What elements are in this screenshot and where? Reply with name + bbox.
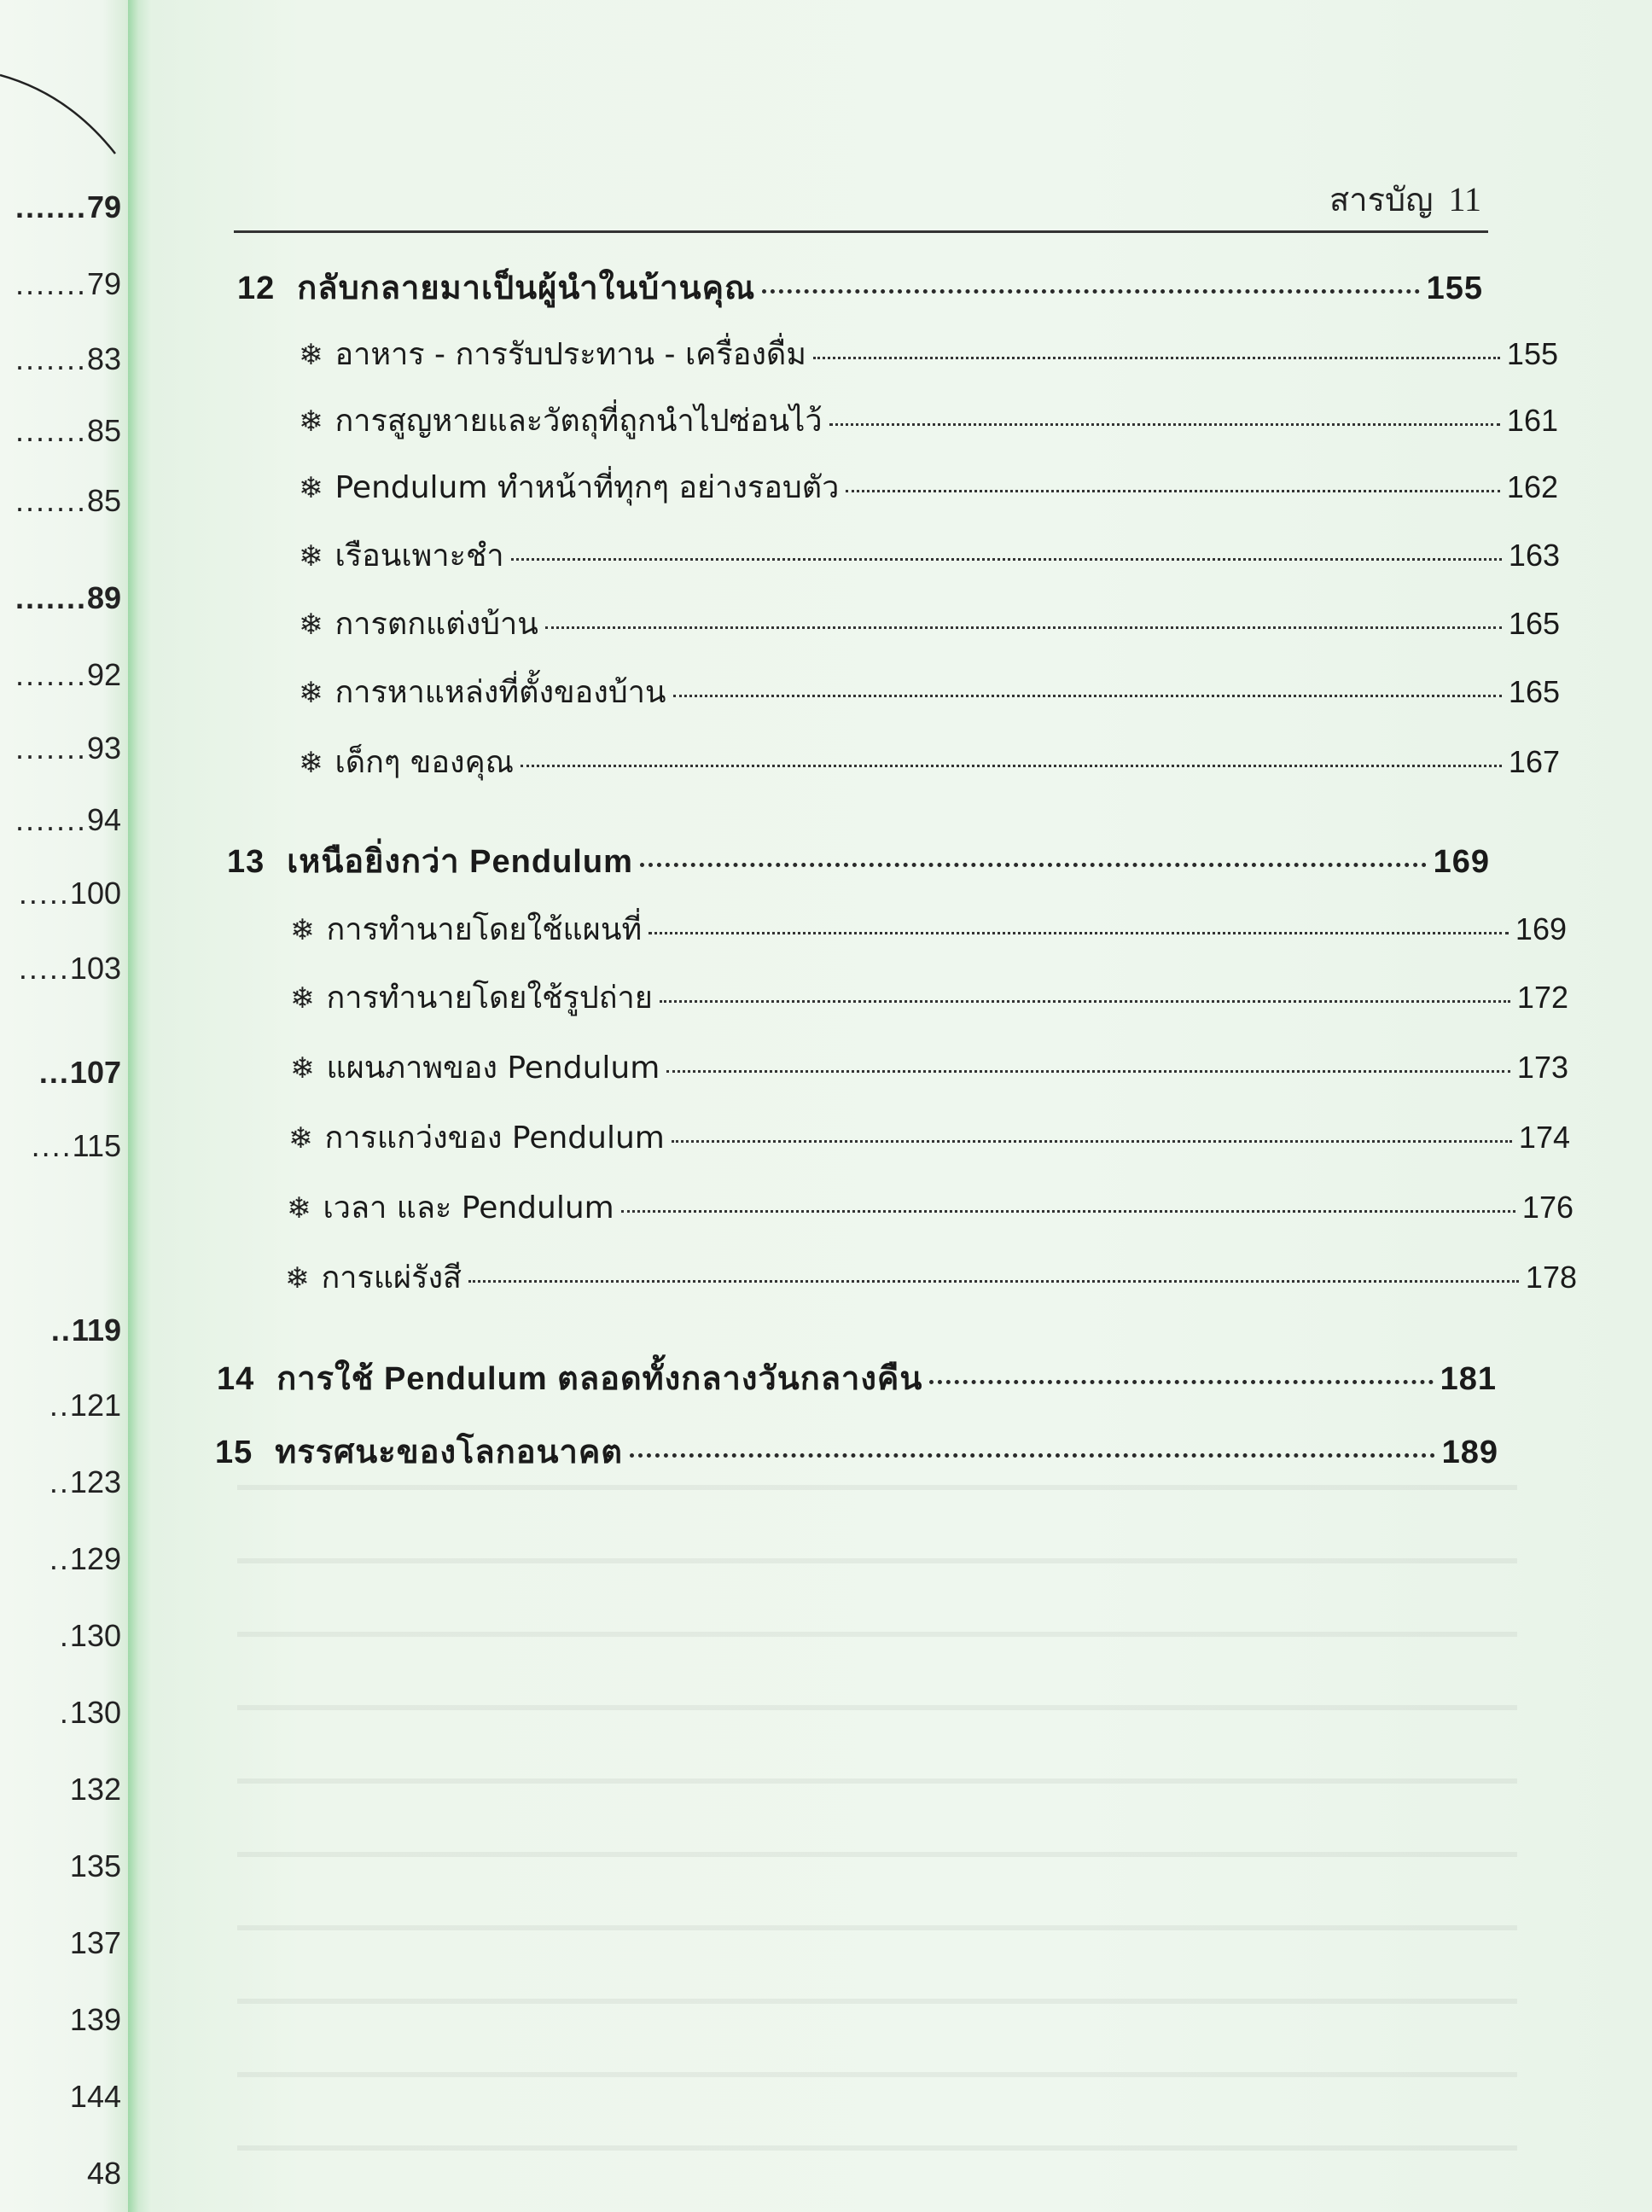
subentry-title: อาหาร - การรับประทาน - เครื่องดื่ม — [334, 337, 807, 372]
left-page-number: .......79 — [15, 189, 121, 224]
subentry-page: 178 — [1525, 1260, 1577, 1295]
subentry-page: 161 — [1506, 403, 1558, 438]
toc-chapter[interactable] — [217, 1352, 1497, 1404]
left-page-number: .....103 — [18, 951, 121, 986]
snowflake-icon: ❄ — [299, 405, 323, 439]
book-gutter — [128, 0, 152, 2212]
left-page-number: ....115 — [31, 1128, 121, 1163]
subentry-title: การตกแต่งบ้าน — [334, 607, 538, 642]
snowflake-icon: ❄ — [288, 1121, 313, 1155]
subentry-page: 173 — [1516, 1050, 1568, 1085]
show-through-text — [237, 1468, 1517, 2151]
dot-leader — [846, 490, 1500, 492]
subentry-title: การแกว่งของ Pendulum — [324, 1121, 665, 1155]
left-page-number: .130 — [59, 1618, 121, 1653]
subentry-title: แผนภาพของ Pendulum — [326, 1051, 660, 1086]
left-page-number: .......85 — [15, 413, 121, 448]
dot-leader — [640, 863, 1427, 867]
subentry-title: การสูญหายและวัตถุที่ถูกนำไปซ่อนไว้ — [334, 404, 823, 439]
left-page-number: .130 — [59, 1695, 121, 1730]
subentry-title: เรือนเพาะชำ — [334, 538, 504, 573]
chapter-title: การใช้ Pendulum ตลอดทั้งกลางวันกลางคืน — [276, 1361, 923, 1397]
subentry-title: การทำนายโดยใช้แผนที่ — [326, 912, 643, 947]
dot-leader — [762, 289, 1419, 294]
snowflake-icon: ❄ — [290, 1051, 315, 1086]
chapter-number: 15 — [215, 1435, 253, 1470]
toc-chapter[interactable] — [237, 261, 1483, 313]
toc-subentry[interactable] — [299, 329, 1558, 378]
left-page-number: ..123 — [49, 1464, 121, 1499]
dot-leader — [666, 1070, 1510, 1073]
chapter-page: 155 — [1426, 271, 1483, 306]
table-of-contents-page — [152, 0, 1652, 2212]
left-page-number: .......83 — [15, 341, 121, 376]
chapter-number: 12 — [237, 271, 276, 306]
header-text — [1329, 173, 1481, 225]
left-page-number: ...107 — [38, 1055, 121, 1090]
subentry-title: Pendulum ทำหน้าที่ทุกๆ อย่างรอบตัว — [334, 470, 840, 505]
subentry-page: 165 — [1508, 606, 1560, 641]
snowflake-icon: ❄ — [299, 539, 323, 573]
chapter-page: 181 — [1440, 1361, 1497, 1397]
toc-subentry[interactable] — [299, 396, 1558, 445]
toc-subentry[interactable] — [299, 463, 1558, 511]
left-page-number: 132 — [69, 1772, 121, 1807]
left-page-number: .....100 — [18, 876, 121, 911]
previous-page-fragment — [0, 0, 128, 2212]
subentry-page: 165 — [1508, 674, 1560, 709]
snowflake-icon: ❄ — [285, 1261, 310, 1295]
dot-leader — [545, 626, 1502, 629]
subentry-page: 163 — [1508, 538, 1560, 573]
snowflake-icon: ❄ — [299, 608, 323, 642]
dot-leader — [521, 765, 1502, 767]
running-header — [234, 179, 1488, 233]
snowflake-icon: ❄ — [299, 746, 323, 780]
left-page-number: .......92 — [15, 657, 121, 692]
snowflake-icon: ❄ — [287, 1191, 311, 1225]
left-page-number: 137 — [69, 1925, 121, 1960]
toc-subentry[interactable] — [290, 973, 1568, 1022]
toc-subentry[interactable] — [299, 531, 1560, 579]
toc-chapter[interactable] — [215, 1425, 1498, 1477]
dot-leader — [673, 695, 1502, 697]
chapter-title: เหนือยิ่งกว่า Pendulum — [287, 844, 633, 880]
left-page-number: 48 — [86, 2156, 121, 2191]
chapter-page: 189 — [1441, 1435, 1498, 1470]
dot-leader — [468, 1280, 1519, 1283]
header-title: สารบัญ — [1329, 183, 1434, 218]
toc-subentry[interactable] — [299, 599, 1560, 648]
left-page-number: ..129 — [49, 1541, 121, 1576]
dot-leader — [630, 1453, 1435, 1458]
left-page-number: ..121 — [49, 1388, 121, 1423]
toc-subentry[interactable] — [290, 905, 1567, 953]
toc-subentry[interactable] — [290, 1043, 1568, 1091]
toc-subentry[interactable] — [288, 1113, 1570, 1161]
left-page-number: .......85 — [15, 483, 121, 518]
dot-leader — [660, 1000, 1510, 1003]
subentry-page: 176 — [1521, 1190, 1573, 1225]
subentry-page: 167 — [1508, 744, 1560, 779]
left-page-number: 139 — [69, 2002, 121, 2037]
snowflake-icon: ❄ — [290, 913, 315, 947]
snowflake-icon: ❄ — [299, 676, 323, 710]
subentry-page: 162 — [1506, 469, 1558, 504]
toc-chapter[interactable] — [227, 835, 1490, 887]
subentry-title: เวลา และ Pendulum — [323, 1190, 614, 1225]
left-page-number: .......94 — [15, 802, 121, 837]
dot-leader — [829, 423, 1500, 426]
left-page-number: .......79 — [15, 266, 121, 301]
dot-leader — [929, 1380, 1433, 1384]
subentry-title: การแผ่รังสี — [321, 1260, 462, 1295]
left-page-number: 135 — [69, 1848, 121, 1883]
chapter-title: ทรรศนะของโลกอนาคต — [275, 1435, 623, 1470]
dot-leader — [649, 932, 1509, 934]
toc-subentry[interactable] — [299, 737, 1560, 786]
dot-leader — [621, 1210, 1515, 1213]
toc-subentry[interactable] — [299, 667, 1560, 716]
dot-leader — [813, 357, 1500, 359]
left-page-number: .......93 — [15, 731, 121, 765]
chapter-number: 13 — [227, 844, 265, 880]
subentry-page: 172 — [1516, 980, 1568, 1015]
subentry-page: 169 — [1515, 911, 1567, 946]
dot-leader — [511, 558, 1502, 561]
header-page-number: 11 — [1448, 180, 1481, 218]
snowflake-icon: ❄ — [299, 471, 323, 505]
subentry-title: เด็กๆ ของคุณ — [334, 745, 515, 780]
toc-subentry[interactable] — [285, 1253, 1577, 1301]
dot-leader — [672, 1140, 1512, 1143]
chapter-page: 169 — [1433, 844, 1490, 880]
chapter-number: 14 — [217, 1361, 255, 1397]
snowflake-icon: ❄ — [290, 981, 315, 1016]
toc-subentry[interactable] — [287, 1183, 1573, 1231]
subentry-title: การทำนายโดยใช้รูปถ่าย — [326, 981, 653, 1016]
left-page-number: 144 — [69, 2079, 121, 2114]
page-curve-line — [0, 0, 128, 188]
left-page-number: .......89 — [15, 580, 121, 615]
left-page-number: ..119 — [50, 1313, 121, 1348]
snowflake-icon: ❄ — [299, 338, 323, 372]
subentry-title: การหาแหล่งที่ตั้งของบ้าน — [334, 675, 666, 710]
subentry-page: 155 — [1506, 336, 1558, 371]
chapter-title: กลับกลายมาเป็นผู้นำในบ้านคุณ — [297, 271, 756, 306]
subentry-page: 174 — [1518, 1120, 1570, 1155]
